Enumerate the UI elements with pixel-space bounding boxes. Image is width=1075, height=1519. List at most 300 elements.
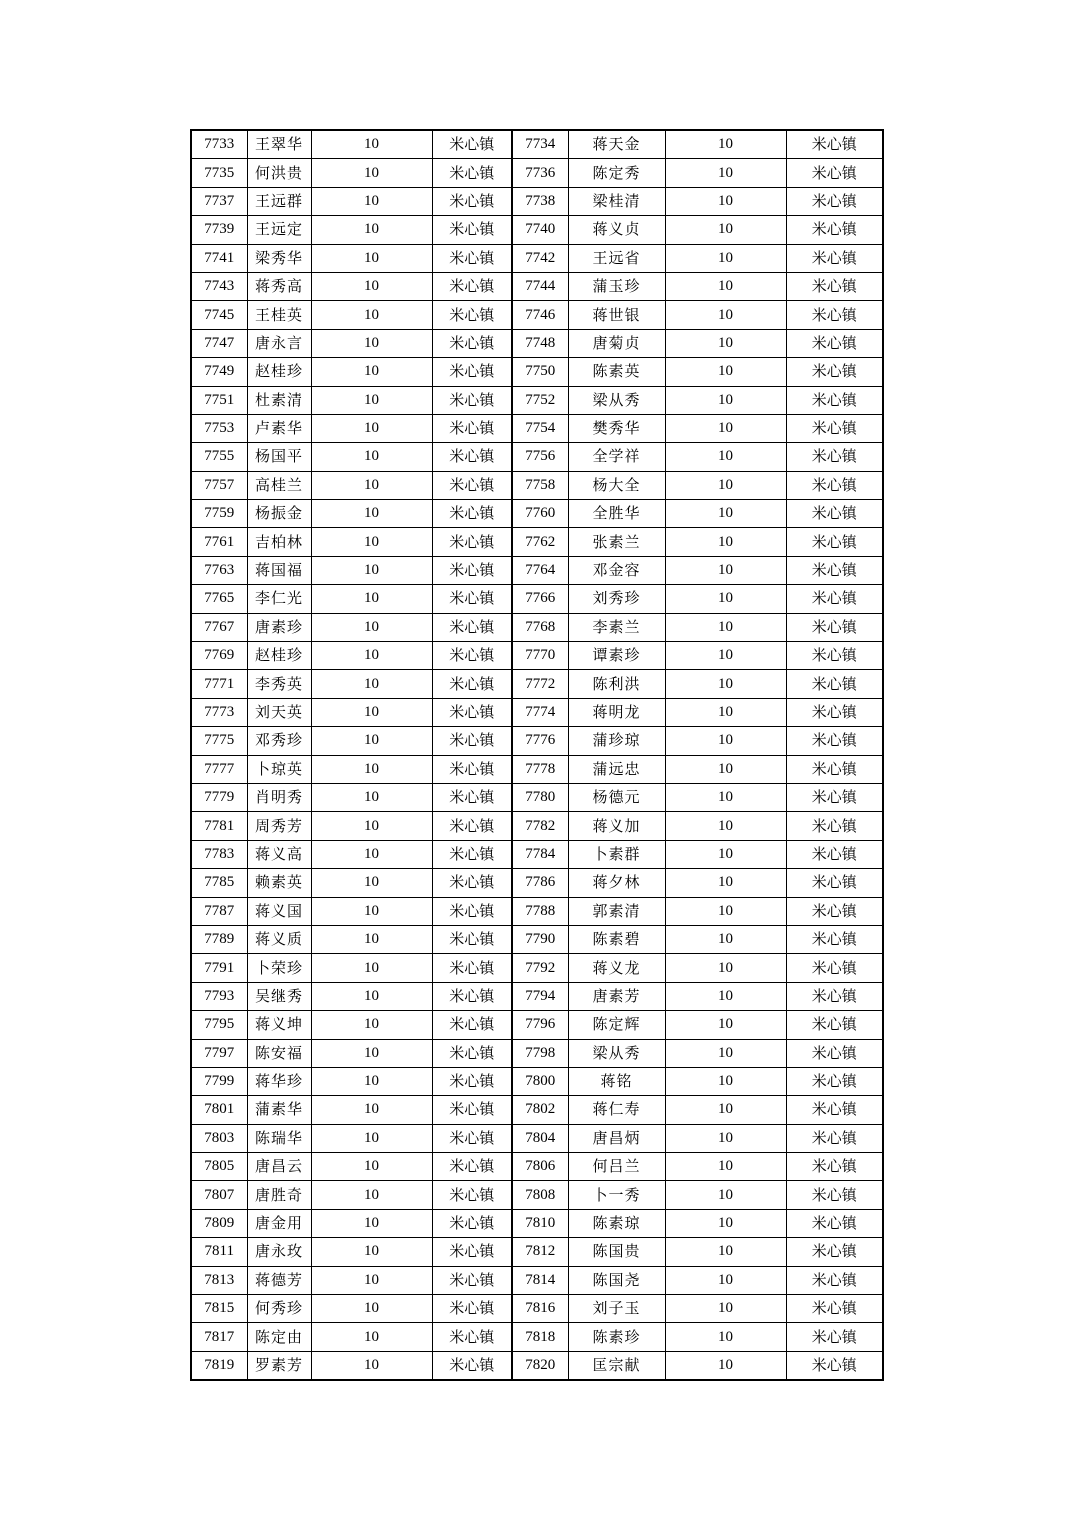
person-name: 唐金用 xyxy=(247,1209,311,1237)
record-number: 7746 xyxy=(512,301,568,329)
town-name: 米心镇 xyxy=(786,244,883,272)
town-name: 米心镇 xyxy=(432,897,512,925)
amount-value: 10 xyxy=(665,954,786,982)
amount-value: 10 xyxy=(311,727,432,755)
amount-value: 10 xyxy=(665,329,786,357)
table-row xyxy=(191,727,883,755)
amount-value: 10 xyxy=(665,1153,786,1181)
amount-value: 10 xyxy=(665,783,786,811)
table-row xyxy=(191,1039,883,1067)
person-name: 梁从秀 xyxy=(568,386,665,414)
table-row xyxy=(191,301,883,329)
amount-value: 10 xyxy=(665,500,786,528)
record-number: 7748 xyxy=(512,329,568,357)
amount-value: 10 xyxy=(665,301,786,329)
town-name: 米心镇 xyxy=(786,329,883,357)
table-row xyxy=(191,954,883,982)
table-row xyxy=(191,1266,883,1294)
amount-value: 10 xyxy=(311,812,432,840)
amount-value: 10 xyxy=(665,1238,786,1266)
person-name: 陈素珍 xyxy=(568,1323,665,1351)
record-number: 7817 xyxy=(191,1323,247,1351)
record-number: 7798 xyxy=(512,1039,568,1067)
table-row xyxy=(191,244,883,272)
person-name: 陈素英 xyxy=(568,358,665,386)
amount-value: 10 xyxy=(665,1039,786,1067)
person-name: 蒋世银 xyxy=(568,301,665,329)
town-name: 米心镇 xyxy=(432,216,512,244)
person-name: 杨大全 xyxy=(568,471,665,499)
record-number: 7777 xyxy=(191,755,247,783)
record-number: 7789 xyxy=(191,925,247,953)
amount-value: 10 xyxy=(311,272,432,300)
amount-value: 10 xyxy=(665,1011,786,1039)
table-row xyxy=(191,358,883,386)
person-name: 谭素珍 xyxy=(568,642,665,670)
record-number: 7763 xyxy=(191,556,247,584)
person-name: 杜素清 xyxy=(247,386,311,414)
person-name: 邓金容 xyxy=(568,556,665,584)
amount-value: 10 xyxy=(665,925,786,953)
town-name: 米心镇 xyxy=(786,443,883,471)
record-number: 7814 xyxy=(512,1266,568,1294)
town-name: 米心镇 xyxy=(786,272,883,300)
person-name: 杨振金 xyxy=(247,500,311,528)
town-name: 米心镇 xyxy=(786,1209,883,1237)
town-name: 米心镇 xyxy=(432,1039,512,1067)
amount-value: 10 xyxy=(665,755,786,783)
amount-value: 10 xyxy=(665,982,786,1010)
table-row xyxy=(191,1295,883,1323)
town-name: 米心镇 xyxy=(432,556,512,584)
record-number: 7744 xyxy=(512,272,568,300)
person-name: 李秀英 xyxy=(247,670,311,698)
record-number: 7772 xyxy=(512,670,568,698)
amount-value: 10 xyxy=(311,925,432,953)
table-row xyxy=(191,613,883,641)
table-row xyxy=(191,897,883,925)
record-number: 7804 xyxy=(512,1124,568,1152)
person-name: 周秀芳 xyxy=(247,812,311,840)
amount-value: 10 xyxy=(311,783,432,811)
town-name: 米心镇 xyxy=(432,528,512,556)
record-number: 7771 xyxy=(191,670,247,698)
amount-value: 10 xyxy=(311,386,432,414)
amount-value: 10 xyxy=(665,698,786,726)
amount-value: 10 xyxy=(665,670,786,698)
town-name: 米心镇 xyxy=(786,1351,883,1380)
amount-value: 10 xyxy=(665,528,786,556)
table-row xyxy=(191,670,883,698)
record-number: 7768 xyxy=(512,613,568,641)
person-name: 梁秀华 xyxy=(247,244,311,272)
amount-value: 10 xyxy=(665,130,786,159)
amount-value: 10 xyxy=(311,1351,432,1380)
person-name: 蒋义贞 xyxy=(568,216,665,244)
amount-value: 10 xyxy=(311,329,432,357)
town-name: 米心镇 xyxy=(786,414,883,442)
town-name: 米心镇 xyxy=(432,1067,512,1095)
table-row xyxy=(191,528,883,556)
person-name: 陈定由 xyxy=(247,1323,311,1351)
record-number: 7820 xyxy=(512,1351,568,1380)
person-name: 卜琼英 xyxy=(247,755,311,783)
amount-value: 10 xyxy=(311,471,432,499)
town-name: 米心镇 xyxy=(786,1039,883,1067)
person-name: 蒋铭 xyxy=(568,1067,665,1095)
town-name: 米心镇 xyxy=(432,1209,512,1237)
person-name: 蒋义坤 xyxy=(247,1011,311,1039)
table-row xyxy=(191,642,883,670)
amount-value: 10 xyxy=(665,244,786,272)
amount-value: 10 xyxy=(665,613,786,641)
person-name: 蒋明龙 xyxy=(568,698,665,726)
record-number: 7799 xyxy=(191,1067,247,1095)
person-name: 蒲远忠 xyxy=(568,755,665,783)
person-name: 唐永言 xyxy=(247,329,311,357)
amount-value: 10 xyxy=(311,1124,432,1152)
record-number: 7815 xyxy=(191,1295,247,1323)
amount-value: 10 xyxy=(665,727,786,755)
person-name: 刘秀珍 xyxy=(568,585,665,613)
amount-value: 10 xyxy=(665,1209,786,1237)
table-row xyxy=(191,925,883,953)
record-number: 7752 xyxy=(512,386,568,414)
amount-value: 10 xyxy=(311,414,432,442)
record-number: 7773 xyxy=(191,698,247,726)
amount-value: 10 xyxy=(311,159,432,187)
person-name: 蒋义国 xyxy=(247,897,311,925)
record-number: 7753 xyxy=(191,414,247,442)
town-name: 米心镇 xyxy=(432,1011,512,1039)
town-name: 米心镇 xyxy=(432,585,512,613)
amount-value: 10 xyxy=(665,1266,786,1294)
town-name: 米心镇 xyxy=(432,386,512,414)
person-name: 李素兰 xyxy=(568,613,665,641)
amount-value: 10 xyxy=(311,698,432,726)
record-number: 7793 xyxy=(191,982,247,1010)
person-name: 唐菊贞 xyxy=(568,329,665,357)
table-row xyxy=(191,1181,883,1209)
town-name: 米心镇 xyxy=(432,358,512,386)
town-name: 米心镇 xyxy=(432,1181,512,1209)
person-name: 樊秀华 xyxy=(568,414,665,442)
town-name: 米心镇 xyxy=(432,783,512,811)
amount-value: 10 xyxy=(311,244,432,272)
record-number: 7759 xyxy=(191,500,247,528)
amount-value: 10 xyxy=(665,1124,786,1152)
amount-value: 10 xyxy=(311,1153,432,1181)
person-name: 蒲素华 xyxy=(247,1096,311,1124)
person-name: 陈安福 xyxy=(247,1039,311,1067)
table-row xyxy=(191,386,883,414)
table-row xyxy=(191,556,883,584)
amount-value: 10 xyxy=(311,528,432,556)
town-name: 米心镇 xyxy=(786,386,883,414)
table-row xyxy=(191,1011,883,1039)
town-name: 米心镇 xyxy=(786,556,883,584)
town-name: 米心镇 xyxy=(432,698,512,726)
record-number: 7733 xyxy=(191,130,247,159)
table-row xyxy=(191,585,883,613)
record-number: 7764 xyxy=(512,556,568,584)
amount-value: 10 xyxy=(665,585,786,613)
town-name: 米心镇 xyxy=(432,727,512,755)
town-name: 米心镇 xyxy=(432,954,512,982)
record-number: 7809 xyxy=(191,1209,247,1237)
record-number: 7785 xyxy=(191,869,247,897)
record-number: 7787 xyxy=(191,897,247,925)
record-number: 7790 xyxy=(512,925,568,953)
record-number: 7805 xyxy=(191,1153,247,1181)
record-number: 7756 xyxy=(512,443,568,471)
town-name: 米心镇 xyxy=(432,443,512,471)
record-number: 7757 xyxy=(191,471,247,499)
record-number: 7762 xyxy=(512,528,568,556)
person-name: 高桂兰 xyxy=(247,471,311,499)
person-name: 梁桂清 xyxy=(568,187,665,215)
town-name: 米心镇 xyxy=(786,812,883,840)
amount-value: 10 xyxy=(311,187,432,215)
person-name: 蒋义质 xyxy=(247,925,311,953)
record-number: 7765 xyxy=(191,585,247,613)
town-name: 米心镇 xyxy=(432,500,512,528)
town-name: 米心镇 xyxy=(786,670,883,698)
amount-value: 10 xyxy=(311,869,432,897)
town-name: 米心镇 xyxy=(786,954,883,982)
town-name: 米心镇 xyxy=(432,414,512,442)
person-name: 卜一秀 xyxy=(568,1181,665,1209)
town-name: 米心镇 xyxy=(432,670,512,698)
person-name: 蒋华珍 xyxy=(247,1067,311,1095)
person-name: 李仁光 xyxy=(247,585,311,613)
person-name: 匡宗献 xyxy=(568,1351,665,1380)
person-name: 蒋秀高 xyxy=(247,272,311,300)
town-name: 米心镇 xyxy=(432,1295,512,1323)
person-name: 蒋国福 xyxy=(247,556,311,584)
amount-value: 10 xyxy=(311,1295,432,1323)
town-name: 米心镇 xyxy=(786,783,883,811)
town-name: 米心镇 xyxy=(786,500,883,528)
record-number: 7794 xyxy=(512,982,568,1010)
town-name: 米心镇 xyxy=(786,840,883,868)
record-number: 7761 xyxy=(191,528,247,556)
town-name: 米心镇 xyxy=(432,272,512,300)
record-number: 7745 xyxy=(191,301,247,329)
table-row xyxy=(191,783,883,811)
person-name: 蒋德芳 xyxy=(247,1266,311,1294)
record-number: 7738 xyxy=(512,187,568,215)
town-name: 米心镇 xyxy=(432,1096,512,1124)
person-name: 肖明秀 xyxy=(247,783,311,811)
table-row xyxy=(191,272,883,300)
amount-value: 10 xyxy=(311,443,432,471)
record-number: 7739 xyxy=(191,216,247,244)
table-row xyxy=(191,130,883,159)
town-name: 米心镇 xyxy=(432,1238,512,1266)
record-number: 7812 xyxy=(512,1238,568,1266)
amount-value: 10 xyxy=(311,358,432,386)
record-number: 7779 xyxy=(191,783,247,811)
table-row xyxy=(191,414,883,442)
person-name: 卜素群 xyxy=(568,840,665,868)
amount-value: 10 xyxy=(665,897,786,925)
person-name: 刘天英 xyxy=(247,698,311,726)
table-row xyxy=(191,500,883,528)
record-number: 7786 xyxy=(512,869,568,897)
amount-value: 10 xyxy=(311,613,432,641)
town-name: 米心镇 xyxy=(786,1238,883,1266)
table-row xyxy=(191,1238,883,1266)
amount-value: 10 xyxy=(311,670,432,698)
town-name: 米心镇 xyxy=(786,897,883,925)
person-name: 张素兰 xyxy=(568,528,665,556)
amount-value: 10 xyxy=(311,897,432,925)
town-name: 米心镇 xyxy=(786,358,883,386)
record-number: 7796 xyxy=(512,1011,568,1039)
person-name: 吉柏林 xyxy=(247,528,311,556)
amount-value: 10 xyxy=(665,187,786,215)
person-name: 杨国平 xyxy=(247,443,311,471)
town-name: 米心镇 xyxy=(432,613,512,641)
record-number: 7808 xyxy=(512,1181,568,1209)
person-name: 王远定 xyxy=(247,216,311,244)
table-row xyxy=(191,187,883,215)
person-name: 蒋义高 xyxy=(247,840,311,868)
amount-value: 10 xyxy=(311,1039,432,1067)
amount-value: 10 xyxy=(311,130,432,159)
amount-value: 10 xyxy=(311,500,432,528)
person-name: 王远省 xyxy=(568,244,665,272)
amount-value: 10 xyxy=(311,642,432,670)
table-row xyxy=(191,840,883,868)
table-row xyxy=(191,1209,883,1237)
person-name: 何洪贵 xyxy=(247,159,311,187)
amount-value: 10 xyxy=(311,216,432,244)
town-name: 米心镇 xyxy=(786,613,883,641)
record-number: 7735 xyxy=(191,159,247,187)
town-name: 米心镇 xyxy=(786,187,883,215)
amount-value: 10 xyxy=(311,755,432,783)
record-number: 7778 xyxy=(512,755,568,783)
town-name: 米心镇 xyxy=(432,1153,512,1181)
table-row xyxy=(191,159,883,187)
record-number: 7797 xyxy=(191,1039,247,1067)
amount-value: 10 xyxy=(665,840,786,868)
amount-value: 10 xyxy=(665,471,786,499)
record-number: 7747 xyxy=(191,329,247,357)
record-number: 7792 xyxy=(512,954,568,982)
record-number: 7751 xyxy=(191,386,247,414)
person-name: 唐素珍 xyxy=(247,613,311,641)
town-name: 米心镇 xyxy=(432,812,512,840)
person-name: 杨德元 xyxy=(568,783,665,811)
person-name: 蒲玉珍 xyxy=(568,272,665,300)
table-row xyxy=(191,812,883,840)
record-number: 7801 xyxy=(191,1096,247,1124)
amount-value: 10 xyxy=(311,301,432,329)
amount-value: 10 xyxy=(665,443,786,471)
town-name: 米心镇 xyxy=(786,1096,883,1124)
record-number: 7766 xyxy=(512,585,568,613)
town-name: 米心镇 xyxy=(786,159,883,187)
amount-value: 10 xyxy=(311,1266,432,1294)
town-name: 米心镇 xyxy=(786,727,883,755)
town-name: 米心镇 xyxy=(786,698,883,726)
record-number: 7803 xyxy=(191,1124,247,1152)
amount-value: 10 xyxy=(665,642,786,670)
town-name: 米心镇 xyxy=(432,755,512,783)
person-name: 吴继秀 xyxy=(247,982,311,1010)
amount-value: 10 xyxy=(311,1181,432,1209)
person-name: 王翠华 xyxy=(247,130,311,159)
record-number: 7754 xyxy=(512,414,568,442)
table-row xyxy=(191,1067,883,1095)
person-name: 唐永玫 xyxy=(247,1238,311,1266)
amount-value: 10 xyxy=(665,216,786,244)
person-name: 蒋义龙 xyxy=(568,954,665,982)
town-name: 米心镇 xyxy=(786,130,883,159)
person-name: 陈定秀 xyxy=(568,159,665,187)
person-name: 陈国贵 xyxy=(568,1238,665,1266)
table-row xyxy=(191,1153,883,1181)
person-name: 陈素琼 xyxy=(568,1209,665,1237)
person-name: 陈国尧 xyxy=(568,1266,665,1294)
amount-value: 10 xyxy=(311,1011,432,1039)
amount-value: 10 xyxy=(665,869,786,897)
person-name: 蒋夕林 xyxy=(568,869,665,897)
town-name: 米心镇 xyxy=(786,925,883,953)
town-name: 米心镇 xyxy=(786,1295,883,1323)
roster-body xyxy=(191,130,883,1380)
amount-value: 10 xyxy=(311,1323,432,1351)
table-row xyxy=(191,443,883,471)
record-number: 7749 xyxy=(191,358,247,386)
record-number: 7767 xyxy=(191,613,247,641)
person-name: 郭素清 xyxy=(568,897,665,925)
record-number: 7769 xyxy=(191,642,247,670)
person-name: 何秀珍 xyxy=(247,1295,311,1323)
amount-value: 10 xyxy=(311,982,432,1010)
record-number: 7770 xyxy=(512,642,568,670)
record-number: 7806 xyxy=(512,1153,568,1181)
town-name: 米心镇 xyxy=(432,925,512,953)
amount-value: 10 xyxy=(665,812,786,840)
record-number: 7788 xyxy=(512,897,568,925)
record-number: 7784 xyxy=(512,840,568,868)
amount-value: 10 xyxy=(665,1295,786,1323)
record-number: 7783 xyxy=(191,840,247,868)
record-number: 7736 xyxy=(512,159,568,187)
roster-table xyxy=(190,129,884,1381)
person-name: 陈瑞华 xyxy=(247,1124,311,1152)
town-name: 米心镇 xyxy=(786,1124,883,1152)
town-name: 米心镇 xyxy=(786,1067,883,1095)
person-name: 卜荣珍 xyxy=(247,954,311,982)
record-number: 7734 xyxy=(512,130,568,159)
record-number: 7755 xyxy=(191,443,247,471)
person-name: 陈利洪 xyxy=(568,670,665,698)
amount-value: 10 xyxy=(311,585,432,613)
person-name: 陈定辉 xyxy=(568,1011,665,1039)
record-number: 7776 xyxy=(512,727,568,755)
amount-value: 10 xyxy=(311,840,432,868)
town-name: 米心镇 xyxy=(432,301,512,329)
amount-value: 10 xyxy=(665,1323,786,1351)
person-name: 全学祥 xyxy=(568,443,665,471)
amount-value: 10 xyxy=(311,556,432,584)
person-name: 赵桂珍 xyxy=(247,642,311,670)
